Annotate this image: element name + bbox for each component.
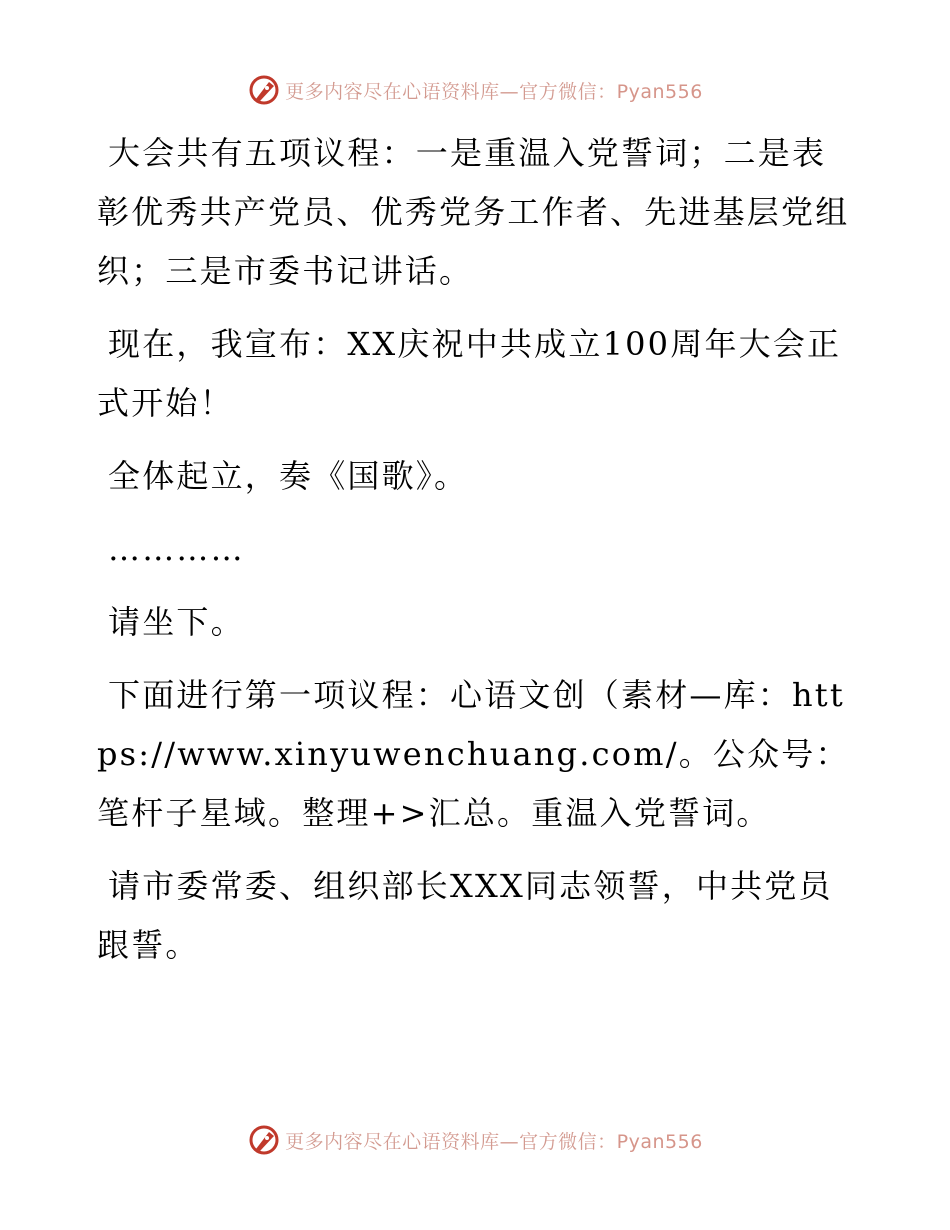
paragraph-ellipsis: …………: [108, 530, 245, 568]
document-body: [97, 124, 857, 989]
pen-nib-logo-icon: [247, 73, 281, 107]
paragraph-oath-lead: 请市委常委、组织部长XXX同志领誓，中共党员跟誓。: [97, 867, 833, 964]
pen-nib-logo-icon: [247, 1123, 281, 1157]
footer-wechat-id: Pyan556: [616, 1130, 703, 1153]
paragraph-sit-down: 请坐下。: [108, 603, 245, 641]
header-banner-text: 更多内容尽在心语资料库—官方微信：Pyan556: [285, 80, 703, 103]
paragraph-first-agenda: 下面进行第一项议程：心语文创（素材—库：https://www.xinyuwenchuang.com/。公众号：笔杆子星域。整理+>汇总。重温入党誓词。: [97, 676, 850, 832]
header-wechat-id: Pyan556: [616, 80, 703, 103]
header-banner: [0, 68, 950, 112]
paragraph-announcement: 现在，我宣布：XX庆祝中共成立100周年大会正式开始！: [97, 325, 842, 422]
paragraph-anthem: 全体起立，奏《国歌》。: [108, 457, 469, 495]
footer-banner-text: 更多内容尽在心语资料库—官方微信：Pyan556: [285, 1130, 703, 1153]
paragraph-agenda: 大会共有五项议程：一是重温入党誓词；二是表彰优秀共产党员、优秀党务工作者、先进基层党组织；三是市委书记讲话。: [97, 134, 850, 290]
footer-banner: [0, 1118, 950, 1162]
